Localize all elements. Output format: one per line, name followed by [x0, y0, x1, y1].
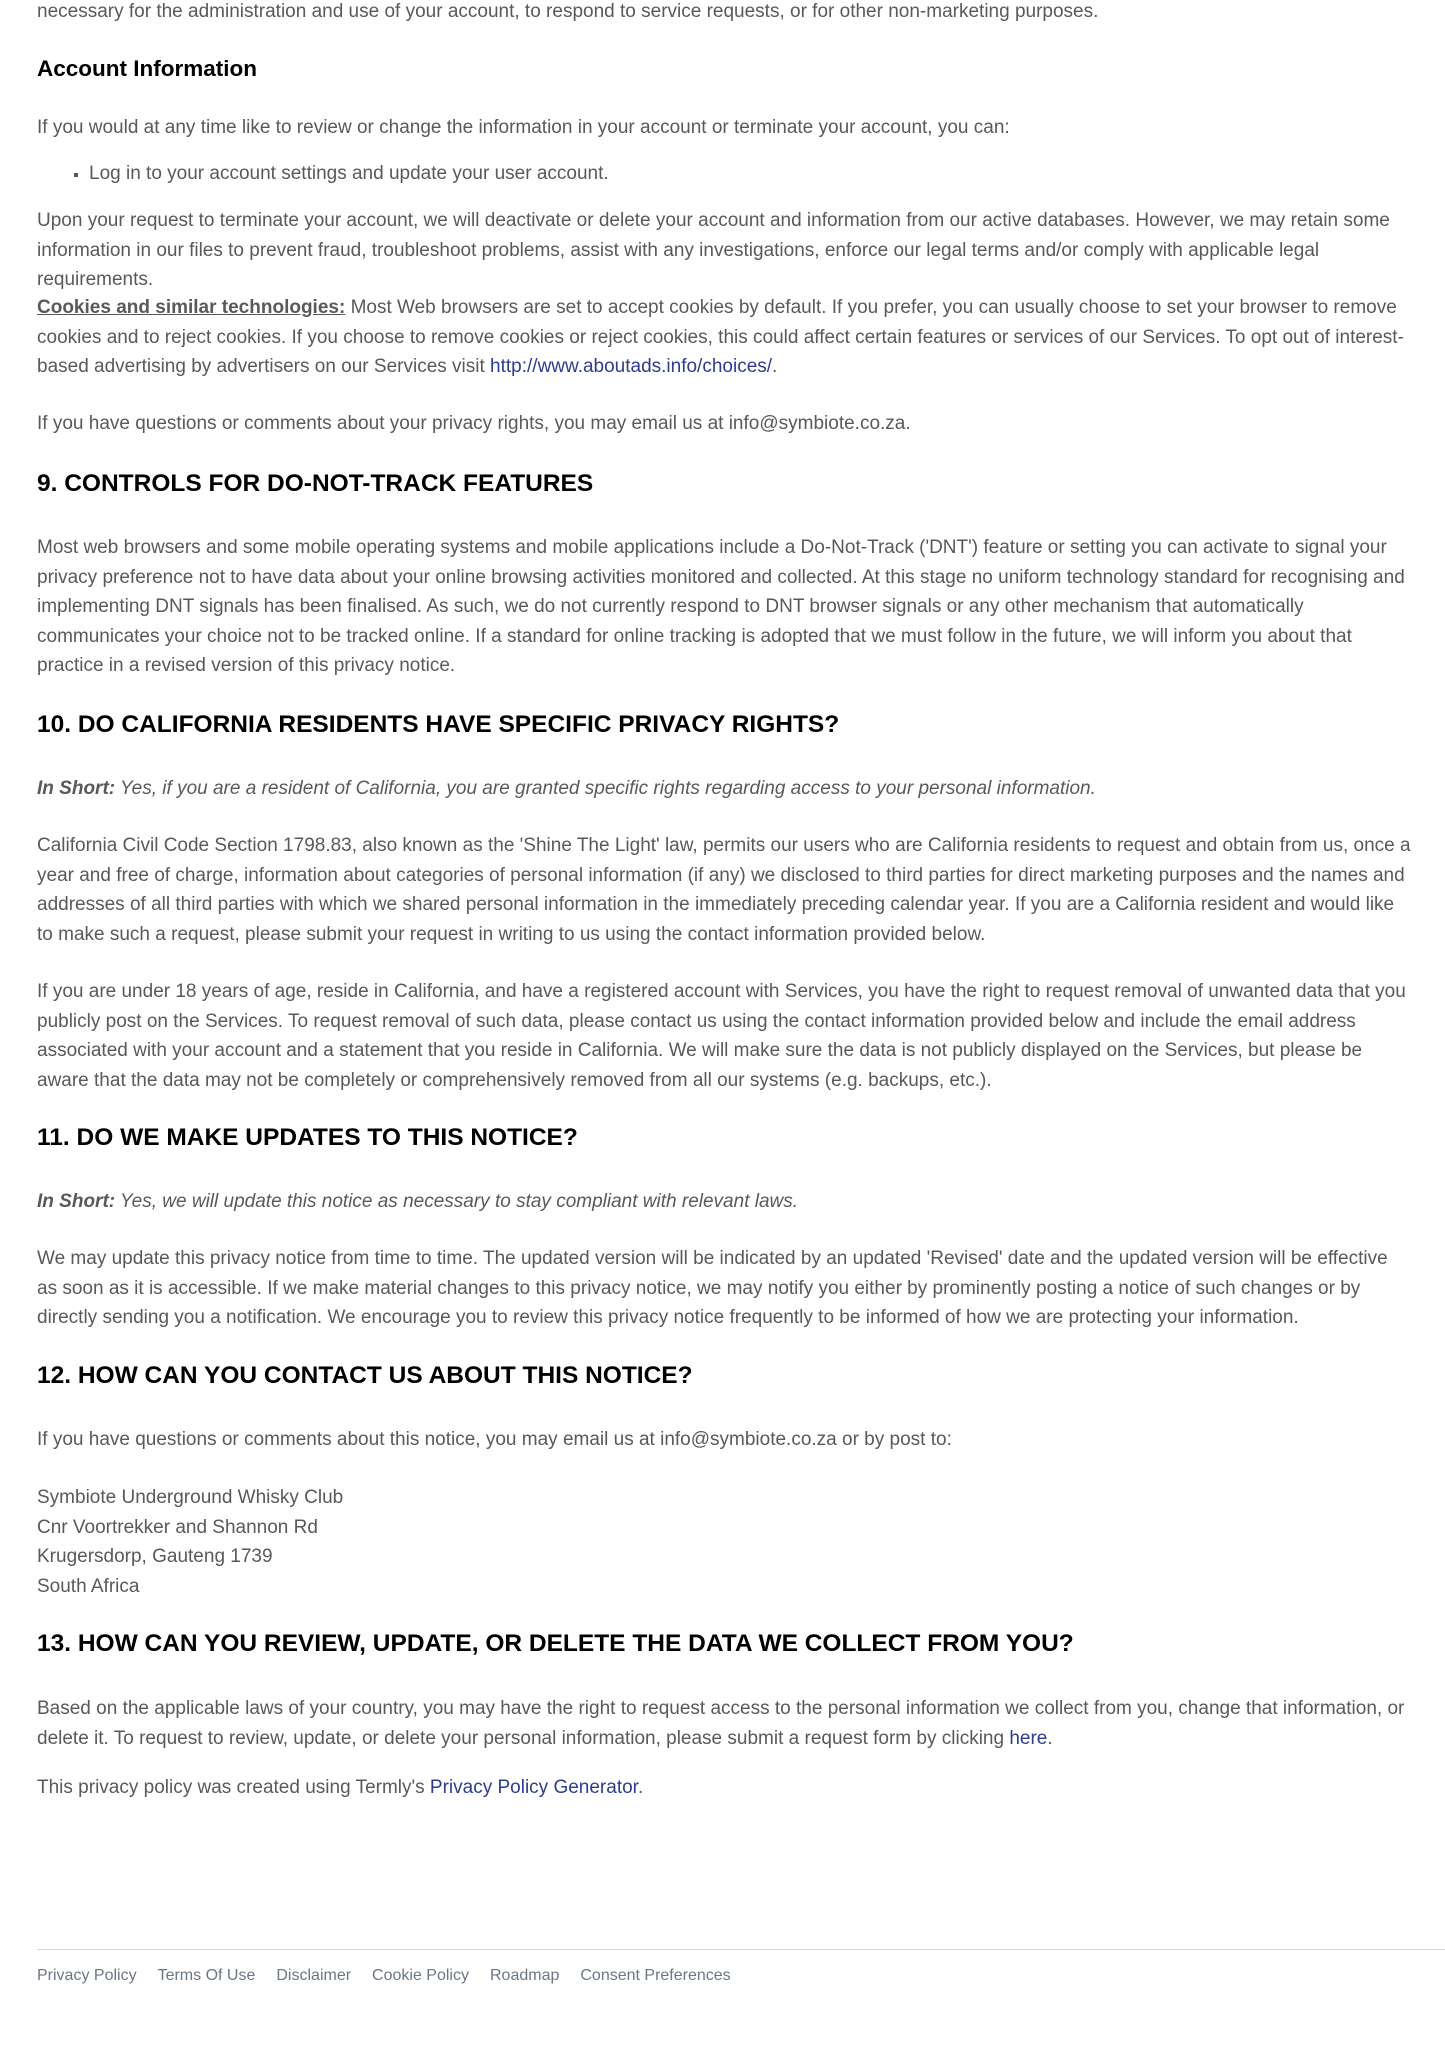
section-10-in-short — [37, 774, 1407, 804]
address-line: Symbiote Underground Whisky Club — [37, 1487, 344, 1508]
section-13-heading: 13. HOW CAN YOU REVIEW, UPDATE, OR DELETE THE DATA WE COLLECT FROM YOU? — [37, 1630, 1074, 1657]
account-information-heading: Account Information — [37, 56, 257, 81]
section-11-in-short — [37, 1187, 1407, 1217]
request-form-link[interactable]: here — [1009, 1727, 1048, 1749]
footer-link-disclaimer[interactable]: Disclaimer — [276, 1967, 352, 1984]
credit-text: This privacy policy was created using Termly's — [37, 1777, 430, 1798]
termly-credit — [37, 1773, 1407, 1803]
address-line: Cnr Voortrekker and Shannon Rd — [37, 1516, 318, 1538]
footer-divider — [37, 1949, 1445, 1950]
cookies-paragraph — [37, 293, 1407, 382]
footer-link-consent-preferences[interactable]: Consent Preferences — [580, 1967, 731, 1984]
account-information-intro: If you would at any time like to review or change the information in your account or terminate your account, you can: — [37, 117, 1010, 138]
footer-link-terms-of-use[interactable]: Terms Of Use — [157, 1967, 256, 1984]
footer-link-roadmap[interactable]: Roadmap — [489, 1967, 560, 1984]
in-short-text: Yes, we will update this notice as necessary to stay compliant with relevant laws. — [115, 1191, 799, 1212]
section-13-text: Based on the applicable laws of your country, you may have the right to request access to the personal information we collect from you, change that information, or delete it. To request to review, update, or delete your personal information, please submit a request form by clicking — [37, 1698, 1405, 1749]
section-11-body: We may update this privacy notice from time to time. The updated version will be indicated by an updated 'Revised' date and the updated version will be effective as soon as it is accessible. If we make material changes to this privacy notice, we may notify you either by prominently posting a notice of such changes or by directly sending you a notification. We encourage you to review this privacy notice frequently to be informed of how we are protecting your information. — [37, 1248, 1388, 1328]
footer-nav — [37, 1966, 731, 1986]
address-line: Krugersdorp, Gauteng 1739 — [37, 1546, 273, 1567]
section-13-end: . — [1047, 1727, 1053, 1749]
section-10-body-1: California Civil Code Section 1798.83, also known as the 'Shine The Light' law, permits our users who are California residents to request and obtain from us, once a year and free of charge, information about categories of personal information (if any) we disclosed to third parties for direct marketing purposes and the names and addresses of all third parties with which we shared personal information in the immediately preceding calendar year. If you are a California resident and would like to make such a request, please submit your request in writing to us using the contact information provided below. — [37, 835, 1411, 945]
section-9-heading: 9. CONTROLS FOR DO-NOT-TRACK FEATURES — [37, 470, 594, 497]
aboutads-link[interactable]: http://www.aboutads.info/choices/ — [490, 356, 773, 377]
account-options-list — [37, 159, 1409, 189]
section-9-body: Most web browsers and some mobile operating systems and mobile applications include a Do-Not-Track ('DNT') feature or setting you can activate to signal your privacy preference not to have data about your online browsing activities monitored and collected. At this stage no uniform technology standard for recognising and implementing DNT signals has been finalised. As such, we do not currently respond to DNT browser signals or any other mechanism that automatically communicates your choice not to be tracked online. If a standard for online tracking is adopted that we must follow in the future, we will inform you about that practice in a revised version of this privacy notice. — [37, 537, 1405, 676]
section-12-body: If you have questions or comments about this notice, you may email us at info@symbiote.co.za or by post to: — [37, 1429, 952, 1450]
footer-link-privacy-policy[interactable]: Privacy Policy — [37, 1967, 137, 1984]
cookies-text: Most Web browsers are set to accept cookies by default. If you prefer, you can usually choose to set your browser to remove cookies and to reject cookies. If you choose to remove cookies or reject cookies, this could affect certain features or services of our Services. To opt out of interest-based advertising by advertisers on our Services visit — [37, 297, 1404, 377]
section-12-heading: 12. HOW CAN YOU CONTACT US ABOUT THIS NOTICE? — [37, 1362, 693, 1389]
credit-end: . — [637, 1777, 644, 1798]
in-short-text: Yes, if you are a resident of California, you are granted specific rights regarding access to your personal information. — [115, 778, 1096, 799]
in-short-label: In Short: — [37, 778, 116, 799]
cookies-label: Cookies and similar technologies: — [37, 297, 346, 318]
section-11-heading: 11. DO WE MAKE UPDATES TO THIS NOTICE? — [37, 1124, 578, 1151]
address-line: South Africa — [37, 1575, 140, 1597]
privacy-policy-generator-link[interactable]: Privacy Policy Generator — [429, 1777, 638, 1798]
terminate-account-paragraph: Upon your request to terminate your account, we will deactivate or delete your account and information from our active databases. However, we may retain some information in our files to prevent fraud, troubleshoot problems, assist with any investigations, enforce our legal terms and/or comply with applicable legal requirements. — [37, 210, 1390, 290]
section-10-heading: 10. DO CALIFORNIA RESIDENTS HAVE SPECIFIC PRIVACY RIGHTS? — [37, 711, 840, 738]
section-10-body-2: If you are under 18 years of age, reside in California, and have a registered account with Services, you have the right to request removal of unwanted data that you publicly post on the Services. To request removal of such data, please contact us using the contact information provided below and include the email address associated with your account and a statement that you reside in California. We will make sure the data is not publicly displayed on the Services, but please be aware that the data may not be completely or comprehensively removed from all our systems (e.g. backups, etc.). — [37, 981, 1406, 1091]
cookies-end: . — [772, 356, 778, 377]
postal-address — [37, 1483, 837, 1601]
footer-link-cookie-policy[interactable]: Cookie Policy — [372, 1967, 469, 1984]
section-13-body — [37, 1694, 1412, 1753]
intro-paragraph: necessary for the administration and use of your account, to respond to service requests, or for other non-marketing purposes. — [37, 1, 1099, 22]
in-short-label: In Short: — [37, 1191, 116, 1212]
list-item: ▪ Log in to your account settings and update your user account. — [89, 159, 1409, 189]
privacy-rights-questions: If you have questions or comments about your privacy rights, you may email us at info@symbiote.co.za. — [37, 413, 911, 434]
